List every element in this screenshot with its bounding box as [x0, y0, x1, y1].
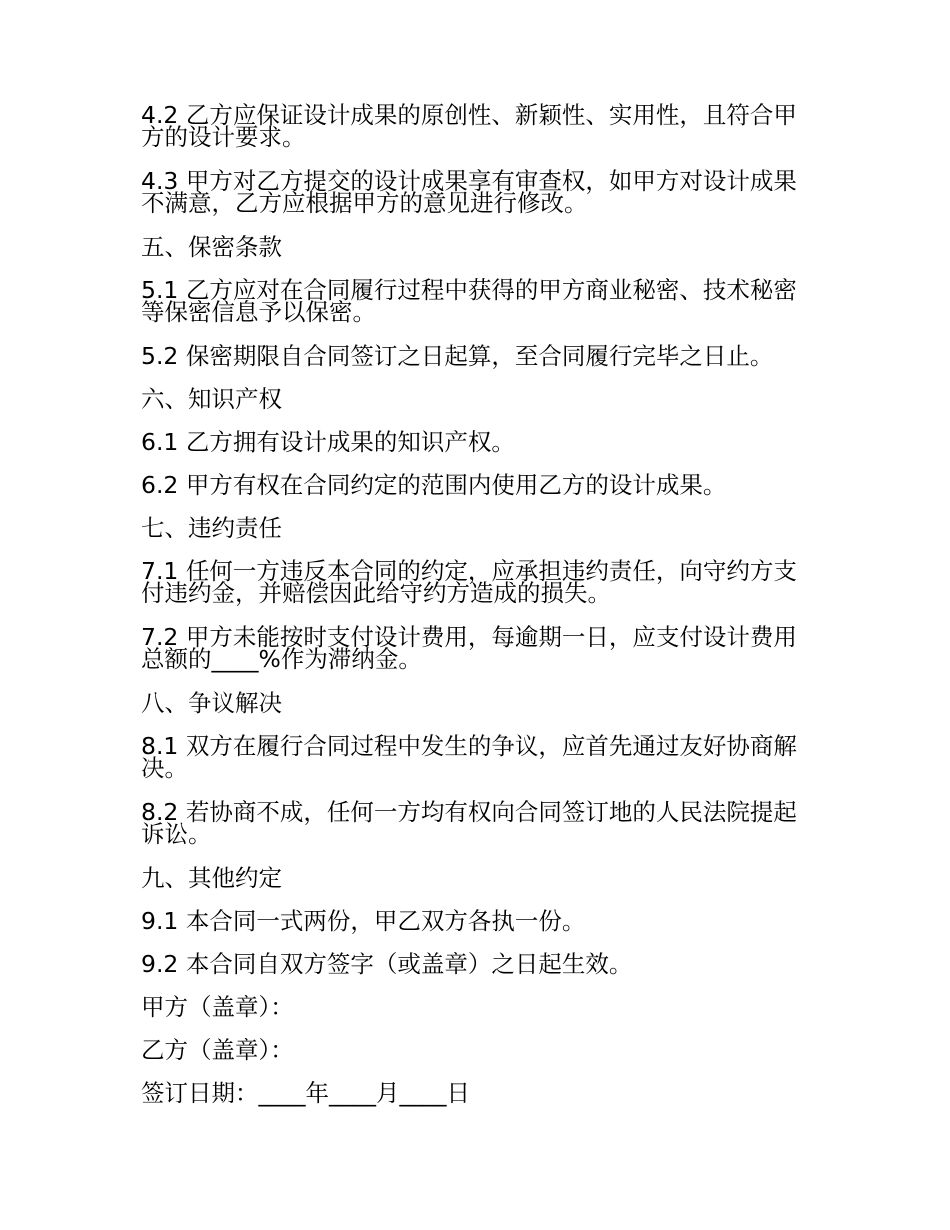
clause-4-2: 4.2 乙方应保证设计成果的原创性、新颖性、实用性，且符合甲方的设计要求。: [141, 101, 797, 151]
section-heading-other: 九、其他约定: [141, 864, 282, 892]
clause-9-1: 9.1 本合同一式两份，甲乙双方各执一份。: [141, 907, 586, 935]
signing-date-line: 签订日期：____年____月____日: [141, 1079, 470, 1107]
clause-5-2: 5.2 保密期限自合同签订之日起算，至合同履行完毕之日止。: [141, 342, 774, 370]
section-heading-liability: 七、违约责任: [141, 514, 282, 542]
party-a-seal-line: 甲方（盖章）：: [141, 993, 294, 1021]
section-heading-ip: 六、知识产权: [141, 385, 282, 413]
clause-4-3: 4.3 甲方对乙方提交的设计成果享有审查权，如甲方对设计成果不满意，乙方应根据甲方的意见进行修改。: [141, 167, 797, 217]
clause-6-1: 6.1 乙方拥有设计成果的知识产权。: [141, 428, 515, 456]
clause-8-1: 8.1 双方在履行合同过程中发生的争议，应首先通过友好协商解决。: [141, 732, 797, 782]
clause-7-1: 7.1 任何一方违反本合同的约定，应承担违约责任，向守约方支付违约金，并赔偿因此给守约方造成的损失。: [141, 557, 797, 607]
clause-8-2: 8.2 若协商不成，任何一方均有权向合同签订地的人民法院提起诉讼。: [141, 798, 797, 848]
clause-5-1: 5.1 乙方应对在合同履行过程中获得的甲方商业秘密、技术秘密等保密信息予以保密。: [141, 276, 797, 326]
section-heading-confidentiality: 五、保密条款: [141, 233, 282, 261]
clause-7-2: 7.2 甲方未能按时支付设计费用，每逾期一日，应支付设计费用总额的____%作为滞纳金。: [141, 623, 797, 673]
section-heading-disputes: 八、争议解决: [141, 689, 282, 717]
clause-9-2: 9.2 本合同自双方签字（或盖章）之日起生效。: [141, 950, 633, 978]
clause-6-2: 6.2 甲方有权在合同约定的范围内使用乙方的设计成果。: [141, 471, 727, 499]
document-body: [141, 101, 811, 1125]
party-b-seal-line: 乙方（盖章）：: [141, 1036, 294, 1064]
